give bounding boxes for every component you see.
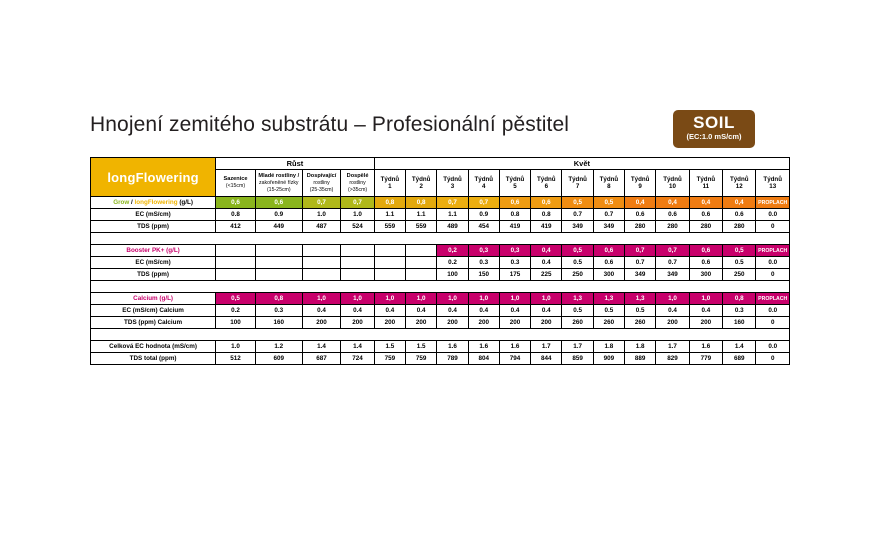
table-row [91, 293, 790, 305]
cell-calcium-tds-3: 200 [341, 317, 374, 329]
week-header-13: Týdnů 13 [756, 170, 790, 197]
cell-calcium-tds-0: 100 [216, 317, 256, 329]
brand-cell: longFlowering [91, 158, 216, 197]
cell-calcium-ec-11: 0.5 [593, 305, 624, 317]
cell-booster-ec-8: 0.3 [499, 257, 530, 269]
cell-booster-ec-16: 0.0 [756, 257, 790, 269]
cell-calcium-ec-7: 0.4 [468, 305, 499, 317]
cell-total-tds-14: 779 [689, 353, 722, 365]
week-header-6: Týdnů 6 [531, 170, 562, 197]
cell-calcium-tds-15: 160 [723, 317, 756, 329]
cell-grow-tds-1: 449 [255, 221, 302, 233]
cell-total-tds-10: 859 [562, 353, 593, 365]
cell-booster-pk-3 [341, 245, 374, 257]
cell-booster-ec-3 [341, 257, 374, 269]
week-header-3: Týdnů 3 [437, 170, 468, 197]
week-header-11: Týdnů 11 [689, 170, 722, 197]
cell-calcium-ec-16: 0.0 [756, 305, 790, 317]
cell-booster-tds-8: 175 [499, 269, 530, 281]
cell-calcium-11: 1,3 [593, 293, 624, 305]
soil-badge [673, 110, 755, 148]
cell-calcium-10: 1,3 [562, 293, 593, 305]
table-row [91, 341, 790, 353]
row-label-calcium: Calcium (g/L) [91, 293, 216, 305]
cell-grow-tds-6: 489 [437, 221, 468, 233]
cell-total-tds-13: 829 [656, 353, 689, 365]
growth-column-header-2: Dospívající rostliny (25-35cm) [302, 170, 341, 197]
cell-grow-longflowering-3: 0,7 [341, 197, 374, 209]
cell-total-tds-8: 794 [499, 353, 530, 365]
cell-calcium-ec-2: 0.4 [302, 305, 341, 317]
cell-booster-tds-10: 250 [562, 269, 593, 281]
week-header-10: Týdnů 10 [656, 170, 689, 197]
cell-booster-tds-14: 300 [689, 269, 722, 281]
cell-booster-ec-11: 0.6 [593, 257, 624, 269]
cell-grow-ec-9: 0.8 [531, 209, 562, 221]
row-label-calcium-tds: TDS (ppm) Calcium [91, 317, 216, 329]
cell-booster-pk-6: 0,2 [437, 245, 468, 257]
cell-calcium-ec-8: 0.4 [499, 305, 530, 317]
cell-grow-tds-8: 419 [499, 221, 530, 233]
cell-calcium-ec-9: 0.4 [531, 305, 562, 317]
cell-booster-tds-11: 300 [593, 269, 624, 281]
cell-grow-tds-14: 280 [689, 221, 722, 233]
table-row [91, 269, 790, 281]
table-row [91, 197, 790, 209]
row-label-total-tds: TDS total (ppm) [91, 353, 216, 365]
cell-calcium-tds-11: 260 [593, 317, 624, 329]
cell-total-tds-1: 609 [255, 353, 302, 365]
cell-total-ec-5: 1.5 [406, 341, 437, 353]
cell-booster-ec-5 [406, 257, 437, 269]
cell-grow-longflowering-5: 0,8 [406, 197, 437, 209]
cell-grow-longflowering-0: 0,6 [216, 197, 256, 209]
table-row [91, 305, 790, 317]
cell-booster-tds-3 [341, 269, 374, 281]
week-header-9: Týdnů 9 [625, 170, 656, 197]
cell-booster-ec-0 [216, 257, 256, 269]
cell-total-tds-9: 844 [531, 353, 562, 365]
cell-calcium-tds-4: 200 [374, 317, 405, 329]
cell-total-tds-11: 909 [593, 353, 624, 365]
cell-booster-ec-9: 0.4 [531, 257, 562, 269]
cell-booster-pk-14: 0,6 [689, 245, 722, 257]
cell-booster-tds-12: 349 [625, 269, 656, 281]
cell-total-ec-9: 1.7 [531, 341, 562, 353]
cell-grow-longflowering-14: 0,4 [689, 197, 722, 209]
cell-grow-longflowering-4: 0,8 [374, 197, 405, 209]
cell-calcium-ec-15: 0.3 [723, 305, 756, 317]
cell-grow-longflowering-10: 0,5 [562, 197, 593, 209]
cell-calcium-ec-12: 0.5 [625, 305, 656, 317]
cell-booster-pk-0 [216, 245, 256, 257]
cell-calcium-ec-5: 0.4 [406, 305, 437, 317]
cell-booster-tds-0 [216, 269, 256, 281]
row-label-calcium-ec: EC (mS/cm) Calcium [91, 305, 216, 317]
cell-grow-longflowering-15: 0,4 [723, 197, 756, 209]
cell-calcium-tds-13: 200 [656, 317, 689, 329]
cell-grow-ec-10: 0.7 [562, 209, 593, 221]
cell-booster-ec-13: 0.7 [656, 257, 689, 269]
cell-booster-pk-8: 0,3 [499, 245, 530, 257]
cell-grow-ec-15: 0.6 [723, 209, 756, 221]
cell-grow-ec-6: 1.1 [437, 209, 468, 221]
cell-total-ec-14: 1.6 [689, 341, 722, 353]
cell-grow-tds-2: 487 [302, 221, 341, 233]
cell-calcium-ec-13: 0.4 [656, 305, 689, 317]
cell-calcium-ec-6: 0.4 [437, 305, 468, 317]
cell-booster-tds-7: 150 [468, 269, 499, 281]
cell-calcium-12: 1,3 [625, 293, 656, 305]
cell-grow-ec-12: 0.6 [625, 209, 656, 221]
cell-grow-ec-7: 0.9 [468, 209, 499, 221]
cell-total-ec-10: 1.7 [562, 341, 593, 353]
cell-grow-tds-15: 280 [723, 221, 756, 233]
cell-calcium-3: 1,0 [341, 293, 374, 305]
page-title: Hnojení zemitého substrátu – Profesionální pěstitel [90, 113, 570, 136]
cell-grow-ec-5: 1.1 [406, 209, 437, 221]
cell-booster-pk-15: 0,5 [723, 245, 756, 257]
cell-booster-tds-2 [302, 269, 341, 281]
cell-total-ec-2: 1.4 [302, 341, 341, 353]
cell-grow-tds-5: 559 [406, 221, 437, 233]
cell-booster-pk-9: 0,4 [531, 245, 562, 257]
cell-booster-pk-16: PROPLACH [756, 245, 790, 257]
cell-total-ec-13: 1.7 [656, 341, 689, 353]
cell-calcium-14: 1,0 [689, 293, 722, 305]
cell-grow-ec-2: 1.0 [302, 209, 341, 221]
cell-grow-longflowering-2: 0,7 [302, 197, 341, 209]
cell-total-ec-3: 1.4 [341, 341, 374, 353]
cell-total-tds-0: 512 [216, 353, 256, 365]
cell-booster-ec-14: 0.6 [689, 257, 722, 269]
cell-calcium-tds-14: 200 [689, 317, 722, 329]
cell-booster-pk-7: 0,3 [468, 245, 499, 257]
week-header-7: Týdnů 7 [562, 170, 593, 197]
cell-calcium-ec-4: 0.4 [374, 305, 405, 317]
cell-calcium-13: 1,0 [656, 293, 689, 305]
cell-grow-longflowering-7: 0,7 [468, 197, 499, 209]
cell-calcium-tds-8: 200 [499, 317, 530, 329]
cell-booster-pk-10: 0,5 [562, 245, 593, 257]
week-header-1: Týdnů 1 [374, 170, 405, 197]
cell-grow-ec-8: 0.8 [499, 209, 530, 221]
cell-total-tds-4: 759 [374, 353, 405, 365]
cell-grow-tds-10: 349 [562, 221, 593, 233]
cell-grow-ec-4: 1.1 [374, 209, 405, 221]
cell-booster-tds-1 [255, 269, 302, 281]
cell-grow-tds-11: 349 [593, 221, 624, 233]
cell-total-ec-7: 1.6 [468, 341, 499, 353]
cell-calcium-5: 1,0 [406, 293, 437, 305]
cell-total-ec-16: 0.0 [756, 341, 790, 353]
cell-calcium-tds-7: 200 [468, 317, 499, 329]
cell-total-tds-15: 689 [723, 353, 756, 365]
row-label-grow-ec: EC (mS/cm) [91, 209, 216, 221]
cell-grow-longflowering-13: 0,4 [656, 197, 689, 209]
cell-booster-pk-1 [255, 245, 302, 257]
cell-total-tds-3: 724 [341, 353, 374, 365]
cell-grow-ec-1: 0.9 [255, 209, 302, 221]
row-label-booster-ec: EC (mS/cm) [91, 257, 216, 269]
cell-grow-longflowering-16: PROPLACH [756, 197, 790, 209]
cell-calcium-tds-12: 260 [625, 317, 656, 329]
cell-calcium-tds-16: 0 [756, 317, 790, 329]
cell-grow-tds-4: 559 [374, 221, 405, 233]
cell-booster-ec-6: 0.2 [437, 257, 468, 269]
cell-grow-longflowering-12: 0,4 [625, 197, 656, 209]
table-spacer-row [91, 233, 790, 245]
soil-badge-name: SOIL [693, 113, 735, 132]
cell-calcium-ec-10: 0.5 [562, 305, 593, 317]
cell-calcium-0: 0,5 [216, 293, 256, 305]
cell-total-ec-1: 1.2 [255, 341, 302, 353]
cell-booster-pk-13: 0,7 [656, 245, 689, 257]
cell-booster-ec-12: 0.7 [625, 257, 656, 269]
cell-booster-tds-9: 225 [531, 269, 562, 281]
cell-booster-tds-5 [406, 269, 437, 281]
cell-booster-ec-7: 0.3 [468, 257, 499, 269]
cell-booster-ec-15: 0.5 [723, 257, 756, 269]
table-row [91, 221, 790, 233]
cell-booster-pk-12: 0,7 [625, 245, 656, 257]
cell-calcium-tds-6: 200 [437, 317, 468, 329]
cell-calcium-ec-3: 0.4 [341, 305, 374, 317]
cell-grow-tds-13: 280 [656, 221, 689, 233]
cell-booster-pk-11: 0,6 [593, 245, 624, 257]
week-header-12: Týdnů 12 [723, 170, 756, 197]
cell-calcium-tds-10: 260 [562, 317, 593, 329]
cell-booster-ec-2 [302, 257, 341, 269]
cell-total-ec-11: 1.8 [593, 341, 624, 353]
cell-calcium-ec-1: 0.3 [255, 305, 302, 317]
cell-booster-ec-4 [374, 257, 405, 269]
cell-booster-tds-4 [374, 269, 405, 281]
cell-total-tds-5: 759 [406, 353, 437, 365]
cell-booster-tds-16: 0 [756, 269, 790, 281]
cell-total-tds-7: 804 [468, 353, 499, 365]
cell-booster-tds-13: 349 [656, 269, 689, 281]
cell-grow-longflowering-9: 0,6 [531, 197, 562, 209]
phase-flower-header: Květ [374, 158, 789, 170]
cell-booster-ec-10: 0.5 [562, 257, 593, 269]
row-label-grow-longflowering: Grow / longFlowering (g/L) [91, 197, 216, 209]
table-row [91, 209, 790, 221]
table-spacer-row [91, 281, 790, 293]
cell-total-ec-6: 1.6 [437, 341, 468, 353]
cell-calcium-tds-2: 200 [302, 317, 341, 329]
table-row [91, 353, 790, 365]
cell-grow-longflowering-11: 0,5 [593, 197, 624, 209]
cell-grow-ec-16: 0.0 [756, 209, 790, 221]
cell-calcium-1: 0,8 [255, 293, 302, 305]
cell-total-tds-6: 789 [437, 353, 468, 365]
cell-calcium-2: 1,0 [302, 293, 341, 305]
cell-grow-ec-11: 0.7 [593, 209, 624, 221]
cell-total-ec-12: 1.8 [625, 341, 656, 353]
cell-calcium-ec-14: 0.4 [689, 305, 722, 317]
cell-calcium-15: 0,8 [723, 293, 756, 305]
growth-column-header-1: Mladé rostliny / zakořeněné řízky (15-25cm) [255, 170, 302, 197]
cell-grow-ec-14: 0.6 [689, 209, 722, 221]
cell-total-tds-16: 0 [756, 353, 790, 365]
feeding-schedule-table [90, 157, 790, 365]
cell-total-ec-8: 1.6 [499, 341, 530, 353]
cell-total-tds-12: 889 [625, 353, 656, 365]
cell-grow-tds-9: 419 [531, 221, 562, 233]
cell-calcium-ec-0: 0.2 [216, 305, 256, 317]
table-spacer-row [91, 329, 790, 341]
cell-grow-ec-13: 0.6 [656, 209, 689, 221]
table-row [91, 245, 790, 257]
cell-total-ec-0: 1.0 [216, 341, 256, 353]
soil-badge-ec: (EC:1.0 mS/cm) [686, 132, 742, 141]
cell-grow-longflowering-1: 0,6 [255, 197, 302, 209]
cell-total-ec-15: 1.4 [723, 341, 756, 353]
cell-calcium-4: 1,0 [374, 293, 405, 305]
cell-grow-tds-16: 0 [756, 221, 790, 233]
cell-calcium-6: 1,0 [437, 293, 468, 305]
cell-calcium-tds-1: 160 [255, 317, 302, 329]
cell-calcium-tds-5: 200 [406, 317, 437, 329]
row-label-total-ec: Celková EC hodnota (mS/cm) [91, 341, 216, 353]
cell-grow-tds-3: 524 [341, 221, 374, 233]
cell-grow-longflowering-8: 0,6 [499, 197, 530, 209]
cell-booster-pk-2 [302, 245, 341, 257]
week-header-2: Týdnů 2 [406, 170, 437, 197]
table-row [91, 317, 790, 329]
cell-calcium-9: 1,0 [531, 293, 562, 305]
row-label-booster-pk: Booster PK+ (g/L) [91, 245, 216, 257]
cell-booster-pk-4 [374, 245, 405, 257]
table-row [91, 257, 790, 269]
week-header-5: Týdnů 5 [499, 170, 530, 197]
cell-grow-tds-7: 454 [468, 221, 499, 233]
table-header-phase-row [91, 158, 790, 170]
cell-grow-ec-3: 1.0 [341, 209, 374, 221]
cell-calcium-8: 1,0 [499, 293, 530, 305]
cell-total-tds-2: 687 [302, 353, 341, 365]
cell-booster-tds-15: 250 [723, 269, 756, 281]
row-label-booster-tds: TDS (ppm) [91, 269, 216, 281]
cell-booster-pk-5 [406, 245, 437, 257]
cell-grow-ec-0: 0.8 [216, 209, 256, 221]
growth-column-header-0: Sazenice (<15cm) [216, 170, 256, 197]
cell-calcium-tds-9: 200 [531, 317, 562, 329]
week-header-4: Týdnů 4 [468, 170, 499, 197]
phase-growth-header: Růst [216, 158, 375, 170]
cell-total-ec-4: 1.5 [374, 341, 405, 353]
cell-calcium-16: PROPLACH [756, 293, 790, 305]
cell-booster-tds-6: 100 [437, 269, 468, 281]
growth-column-header-3: Dospělé rostliny (>35cm) [341, 170, 374, 197]
row-label-grow-tds: TDS (ppm) [91, 221, 216, 233]
cell-calcium-7: 1,0 [468, 293, 499, 305]
cell-grow-tds-12: 280 [625, 221, 656, 233]
cell-booster-ec-1 [255, 257, 302, 269]
cell-grow-longflowering-6: 0,7 [437, 197, 468, 209]
cell-grow-tds-0: 412 [216, 221, 256, 233]
week-header-8: Týdnů 8 [593, 170, 624, 197]
